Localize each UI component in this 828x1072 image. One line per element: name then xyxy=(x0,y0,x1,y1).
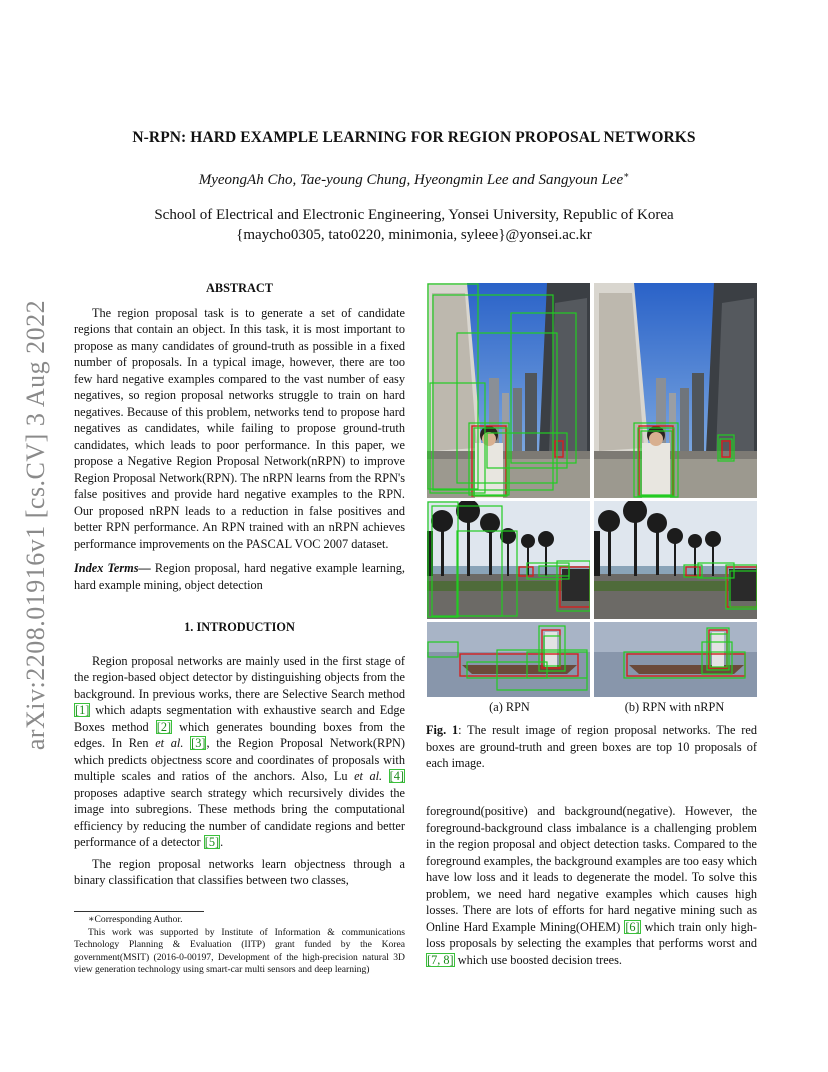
author-list: MyeongAh Cho, Tae-young Chung, Hyeongmin Lee and Sangyoun Lee∗ xyxy=(198,170,630,188)
street-scene-nrpn-image xyxy=(594,283,757,498)
figure-subcaptions xyxy=(427,700,757,715)
citation-link[interactable]: [2] xyxy=(156,719,172,734)
left-column xyxy=(74,280,405,889)
index-terms: Index Terms— Region proposal, hard negative example learning, hard example mining, object detection xyxy=(74,561,405,592)
right-column-text xyxy=(426,803,757,968)
subcaption-rpn: (a) RPN xyxy=(489,700,530,714)
corresponding-author-mark: ∗ xyxy=(623,170,630,180)
author-emails: {maycho0305, tato0220, minimonia, syleee}@yonsei.ac.kr xyxy=(236,227,592,243)
boat-scene-nrpn-image xyxy=(594,622,757,697)
intro-paragraph-2: The region proposal networks learn objectness through a binary classification that classifies between two classes, xyxy=(74,856,405,887)
intro-paragraph-1: Region proposal networks are mainly used in the first stage of the region-based object detector by distinguishing objects from the background. In previous works, there are Selective Search method [1] which adapts segmentation with exhaustive search and Edge Boxes method [2] which generates bounding boxes from the edges. In Ren et al. [3], the Region Proposal Network(RPN) which predicts objectness score and coordinates of proposals with multiple scales and ratios of the anchors. Also, Lu et al. [4] proposes adaptive search strategy which recursively divides the image into subregions. These methods bring the computational efficiency by reducing the number of candidate regions and better performance of a detector [5]. xyxy=(74,653,406,849)
citation-link[interactable]: [3] xyxy=(191,736,206,750)
street-scene-rpn-image xyxy=(427,283,590,498)
citation-link[interactable]: [6] xyxy=(625,919,640,934)
subcaption-rpn-with-nrpn: (b) RPN with nRPN xyxy=(624,700,725,714)
abstract-heading: ABSTRACT xyxy=(206,281,273,295)
arxiv-stamp xyxy=(16,290,56,760)
footnote-divider xyxy=(74,911,204,912)
arxiv-identifier: arXiv:2208.01916v1 [cs.CV] 3 Aug 2022 xyxy=(21,299,51,751)
affiliation: School of Electrical and Electronic Engineering, Yonsei University, Republic of Korea xyxy=(154,207,674,223)
boat-scene-rpn-image xyxy=(427,622,590,697)
intro-paragraph-3: foreground(positive) and background(negative). However, the foreground-background class imbalance is a challenging problem in the region proposal and object detection tasks. Compared to the foreground examples, the background examples are too easy which have low loss and it leads to degenerate the model. To solve this problem, we need hard negative examples which causes high losses. There are lots of efforts for hard negative mining such as Online Hard Example Mining(OHEM) [6] which train only high-loss proposals by selecting the examples that performs worst and [7, 8] which use boosted decision trees. xyxy=(426,804,757,967)
citation-link[interactable]: [7, 8] xyxy=(427,952,454,967)
section-heading-introduction: 1. INTRODUCTION xyxy=(184,620,295,634)
funding-note: This work was supported by Institute of Information & communications Technology Planning & Evaluation (IITP) grant funded by the Korea government(MSIT) (2016-0-00197, Development of the high-precision natural 3D view generation technology using smart-car multi sensors and deep learning) xyxy=(74,926,405,976)
index-terms-label: Index Terms— xyxy=(74,561,151,575)
citation-link[interactable]: [4] xyxy=(389,769,404,783)
palm-scene-nrpn-image xyxy=(594,501,757,619)
figure-label: Fig. 1 xyxy=(426,723,459,737)
corresponding-author-note: ∗Corresponding Author. xyxy=(88,914,183,925)
citation-link[interactable]: [1] xyxy=(75,703,90,717)
affiliation-block xyxy=(60,205,768,245)
citation-link[interactable]: [5] xyxy=(204,835,220,849)
palm-scene-rpn-image xyxy=(427,501,590,619)
abstract-text: The region proposal task is to generate a set of candidate regions that contain an object. In this task, it is most important to propose as many candidates of ground-truth as possible in a fixed number of proposals. In a typical image, however, there are too few hard negative examples compared to the vast number of easy negatives, so region proposal networks struggle to train on hard negatives. Because of this problem, networks tend to propose hard negatives as candidates, while failing to propose ground-truth candidates, which leads to poor performance. In this paper, we propose a Negative Region Proposal Network(nRPN) to improve Region Proposal Network(RPN). The nRPN learns from the RPN's false positives and provide hard negative examples to the RPN. Our proposed nRPN leads to a reduction in false positives and better RPN performance. An RPN trained with an nRPN achieves performance improvements on the PASCAL VOC 2007 dataset. xyxy=(74,305,405,551)
figure-1-images xyxy=(427,283,757,697)
figure-1-caption: Fig. 1: The result image of region proposal networks. The red boxes are ground-truth and green boxes are top 10 proposals of each image. xyxy=(426,723,757,770)
paper-title: N-RPN: HARD EXAMPLE LEARNING FOR REGION PROPOSAL NETWORKS xyxy=(132,129,696,146)
footnote xyxy=(74,914,405,977)
